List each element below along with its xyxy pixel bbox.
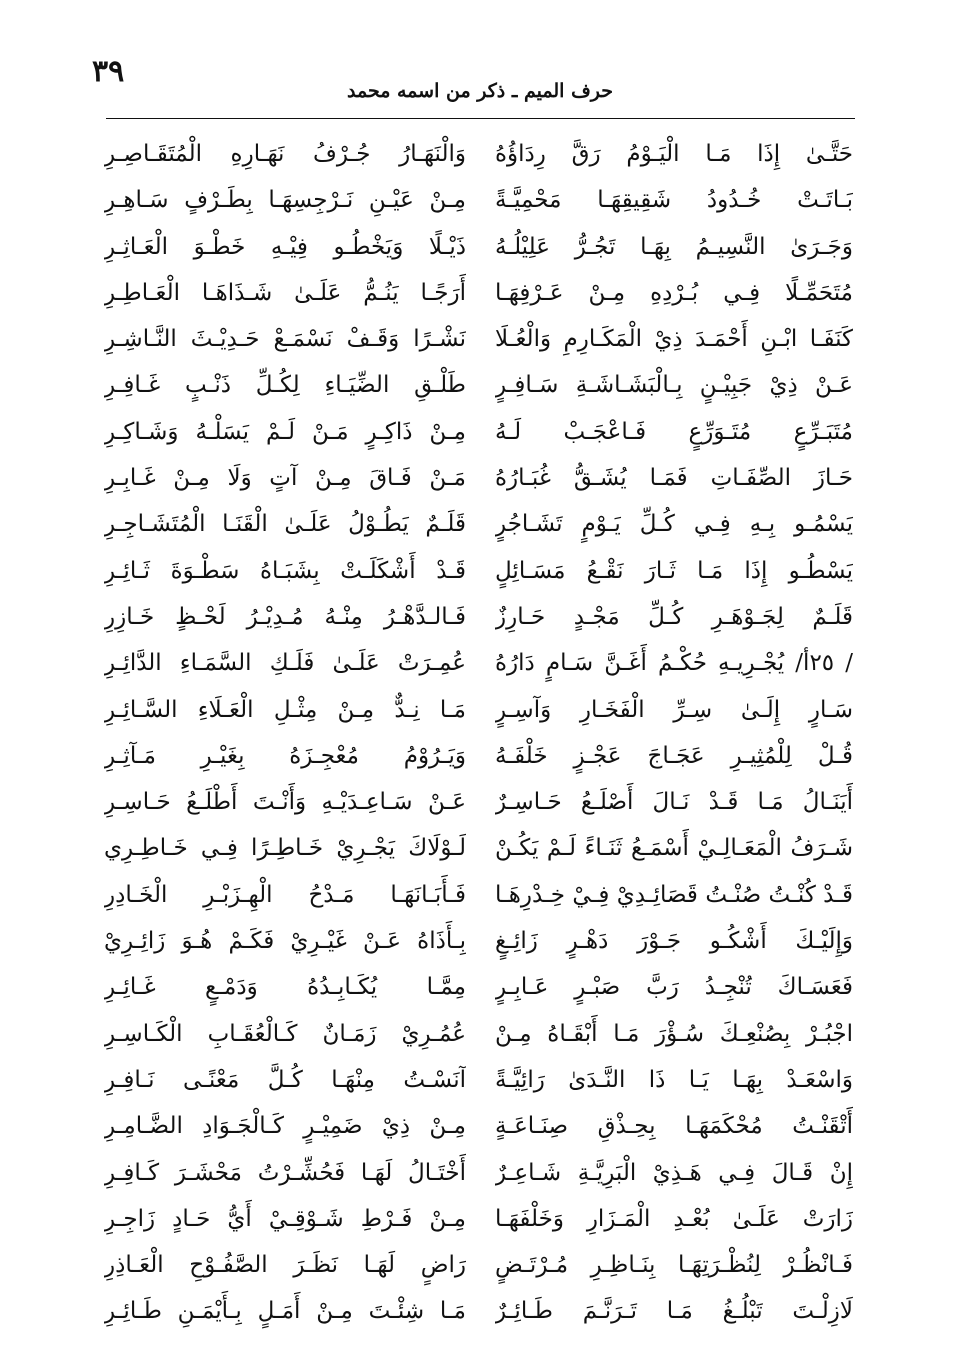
verse-right-22: أَتْقَنْـتُ مُحْكَمَهَـا بِحِـذْقِ صِنَـاعَـةٍ <box>495 1113 853 1140</box>
verse-right-23: إِنْ قَـالَ فِـي هَـذِيْ الْبَرِيَّـةِ شَـاعِـرٌ <box>495 1159 853 1186</box>
verse-left-19: مِمَّـا يُكَـابِـدُهُ وَدَمْـعٍ غَـائِـرِ <box>104 974 466 1001</box>
verse-right-9: يَسْمُـو بِـهِ فِـي كُـلِّ يَـوْمٍ تَشَـاجُرٍ <box>495 511 853 538</box>
verse-right-13: سَـارٍ إِلَـىٰ سِـرِّ الْفَخَـارِ وَآسِـرٍ <box>495 696 853 723</box>
left-column <box>104 131 466 1335</box>
verse-right-20: اجْبُـرْ بِصُنْعِـكَ سُـؤْرَ مَـا أَبْقَـاهُ مِـنْ <box>495 1020 853 1047</box>
verse-right-25: فَـانْظُـرْ لِنُظْـرَتِهَـا بِنَـاظِـرِ مُـرْتَـضٍ <box>495 1252 853 1279</box>
verse-right-26: لَازِلْـتَ تَبْلُـغُ مَـا تَـرَنَّـمَ طَـائِـرٌ <box>495 1298 853 1325</box>
verse-right-21: وَاسْعَـدْ بِهَـا يَـا ذَا النَّـدَىٰ رَائِيَّـةً <box>495 1066 853 1093</box>
verse-right-18: وَإِلَيْـكَ أَشْكُـو جَـوْرَ دَهْـرٍ زَائِـغٍ <box>495 928 853 955</box>
verse-left-21: آنَسْـتُ مِنْهَـا كُـلَّ مَعْنًـى نَـافِـرِ <box>104 1066 466 1093</box>
verse-right-1: حَتَّـىٰ إِذَا مَـا الْيَـوْمُ رَقَّ رِدَاؤُهُ <box>495 141 853 167</box>
verse-right-8: حَـازَ الصِّفَـاتِ فَمَـا يُشَـقُّ غُبَـارُهُ <box>495 465 853 492</box>
verse-right-16: شَـرَفُ الْمَعَـالِـيْ أَسْمَـعُ ثَنَـاءً لَـمْ يَكُـنْ <box>495 835 853 862</box>
header-rule <box>106 118 855 119</box>
verse-left-8: مَـنْ فَـاقَ مِـنْ آتٍ وَلَا مِـنْ غَـابِـرِ <box>104 465 466 492</box>
verse-left-4: أَرَجًـا يَنُـمُّ عَلَـىٰ شَـذَاهَـا الْعَـاطِـرِ <box>104 279 466 306</box>
verse-left-9: قَلَـمٌ يَطُـوْلُ عَلَـىٰ الْقَنَـا الْمُتَشَـاجِـرِ <box>104 511 466 538</box>
verse-left-2: مِـنْ عَيْـنِ نَـرْجِسِهَـا بِطَـرْفٍ سَـاهِـرِ <box>104 187 466 214</box>
verse-right-4: مُتَحَمِّـلًا فِـي بُـرْدِهِ مِـنْ عَـرْفِهَـا <box>495 279 853 306</box>
verse-left-5: نَشْـرًا وَقَـفْ نَسْمَـعْ حَـدِيْـثَ النَّـاشِـرِ <box>104 326 466 353</box>
verse-right-19: فَعَسَـاكَ تُنْجِـدُ رَبَّ صَبْـرٍ عَـابِـرٍ <box>495 974 853 1001</box>
verse-left-3: ذَيْـلًا وَيَخْطُـو فِيْـهِ خَطْـوَ الْعَـاثِـرِ <box>104 233 466 260</box>
verse-right-17: قَـدْ كُنْـتُ صُنْـتُ قَصَائِـدِيْ فِـيْ خِـدْرِهَـا <box>495 881 853 908</box>
verse-left-13: مَـا نِـدٌّ مِـنْ مِثْـلِ الْعَـلَاءِ السَّـائِـرِ <box>104 696 466 723</box>
verse-left-15: عَـنْ سَـاعِـدَيْـهِ وَأَنْـتَ أَطْلَـعُ حَـاسِـرِ <box>104 789 466 816</box>
verse-left-18: بِـأَذَاهُ عَـنْ غَيْـرِيْ فَكَـمْ هُـوَ زَائِـرِيْ <box>104 928 466 955</box>
verse-left-10: قَـدْ أَشْكَلَـتْ بِشَبَـاهُ سَطْـوَةَ ثَـائِـرِ <box>104 557 466 584</box>
verse-right-6: عَـنْ ذِيْ جَبِيْـنٍ بِـالْبَشَـاشَـةِ سَـافِـرٍ <box>495 372 853 399</box>
verse-left-17: فَـأَبَـانَهَـا مَـدْحُ الْهِـزَبْـرِ الْخَـادِرِ <box>104 881 466 908</box>
verse-left-22: مِـنْ ذِيْ ضَمِيْـرٍ كَـالْجَـوَادِ الضَّـامِـرِ <box>104 1113 466 1140</box>
verse-left-20: عُمُـرِيْ زَمَـانٌ كَـالْعُقَـابِ الْكَـاسِـرِ <box>104 1020 466 1047</box>
verse-left-14: وَيَـرُوْمُ مُعْجِـزَهُ بِغَيْـرِ مَـآثِـرِ <box>104 742 466 769</box>
verse-right-2: بَـاتَـتْ خُـدُودُ شَقِيقِهَـا مَحْمِيَّـةً <box>495 187 853 214</box>
verse-left-16: لَـوْلَاكَ يَجْـرِيْ خَـاطِـرًا فِـي خَـاطِـرِي <box>104 835 466 862</box>
verse-left-23: أَخْتَـالُ لَهَـا فَحُشِّـرْتُ مَحْشَـرَ كَـافِـرِ <box>104 1159 466 1186</box>
verse-right-11: قَلَـمٌ لِجَـوْهَـرِ كُـلِّ مَجْـدٍ حَـارِزٌ <box>495 603 853 630</box>
verse-right-7: مُتَبَـرِّعٍ مُتَـوَرِّعٍ فَـاعْجَـبْ لَـهُ <box>495 418 853 445</box>
verse-left-1: وَالْنَهَـارُ جُـرْفُ نَهَـارِهِ الْمُتَقَـاصِـرِ <box>104 141 466 167</box>
verse-right-15: أَيَنَـالُ مَـا قَـدْ نَـالَ أَصْلَـعُ حَـاسِـرٌ <box>495 789 853 816</box>
verse-right-24: زَارَتْ عَلَـىٰ بُعْـدِ الْمَـزَارِ وَخَلْفَهَـا <box>495 1205 853 1232</box>
verse-right-3: وَجَـرَىٰ النَّسِيـمُ بِهَـا تَجُـرُّ عَلِيْلُـهُ <box>495 233 853 260</box>
verse-left-26: مَـا شِئْـتَ مِـنْ أَمَـلٍ بِـأَيْمَـنِ طَـائِـرِ <box>104 1298 466 1325</box>
verse-left-12: عُمِـرَتْ عَلَـىٰ فَلَـكِ السَّمَـاءِ الدَّائِـرِ <box>104 650 466 677</box>
verse-right-14: قُـلْ لِلْمُثِيـرِ عَجَـاجَ عَجْـزٍ خَلْفَـهُ <box>495 742 853 769</box>
verse-left-11: فَـالـدَّهْـرُ مِنْـهُ مُـدِيْـرُ لَحْـظٍ خَـازِرِ <box>104 603 466 630</box>
running-header: حرف الميم ـ ذكر من اسمه محمد <box>346 80 613 102</box>
verse-left-6: طَلْـقِ الضِّيَـاءِ لِكُـلِّ ذَنْـبٍ غَـافِـرِ <box>104 372 466 399</box>
verse-right-5: كَنَفَـا ابْـنِ أَحْمَـدَ ذِيْ الْمَكَـارِمِ وَالْعُـلَا <box>495 326 853 353</box>
verse-left-7: مِـنْ ذَاكِـرٍ مَـنْ لَـمْ يَسَلْـهُ وَشَـاكِـرِ <box>104 418 466 445</box>
verse-left-24: مِـنْ فَـرْطِ شَـوْقِـيْ أَيُّ حَـادٍ زَاجِـرِ <box>104 1205 466 1232</box>
right-column <box>495 131 853 1335</box>
verse-right-12: / ٢٥أ/ يُجْـرِيـهِ حُكْـمُ أَغَـنَّ سَـامٍ دَارُهُ <box>495 650 853 677</box>
verse-right-10: يَسْطُـو إِذَا مَـا ثَـارَ نَقْـعُ مَسَـائِلٍ <box>495 557 853 584</box>
page-number: ٣٩ <box>92 54 125 89</box>
verse-left-25: رَاضٍ لَهَـا نَظَـرَ الصَّفُـوْحِ الْعَـاذِرِ <box>104 1252 466 1279</box>
